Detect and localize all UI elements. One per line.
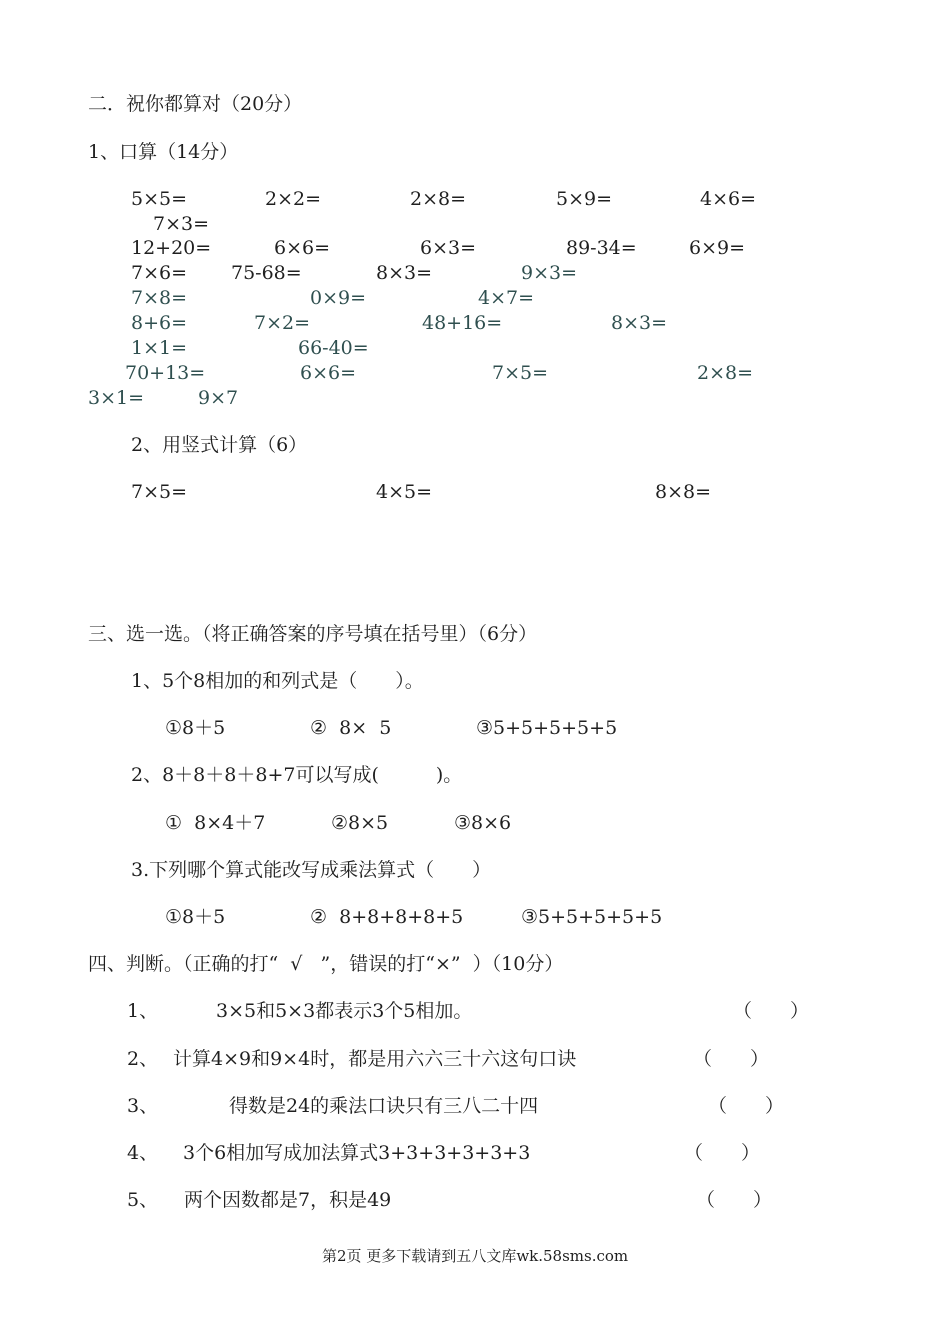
judge-item-text: 3个6相加写成加法算式3+3+3+3+3+3 bbox=[183, 1142, 531, 1164]
mental-math-item: 6×3= bbox=[420, 237, 477, 259]
mental-math-item: 48+16= bbox=[422, 312, 503, 334]
judge-item-text: 3×5和5×3都表示3个5相加。 bbox=[216, 1000, 473, 1022]
mental-math-item: 12+20= bbox=[131, 237, 212, 259]
judge-item-number: 3、 bbox=[127, 1095, 159, 1117]
mental-math-item: 6×6= bbox=[274, 237, 331, 259]
judge-item-number: 4、 bbox=[127, 1142, 159, 1164]
page-footer: 第2页 更多下载请到五八文库wk.58sms.com bbox=[322, 1247, 629, 1265]
judge-item-number: 1、 bbox=[127, 1000, 159, 1022]
choice-question: 1、5个8相加的和列式是（ ）。 bbox=[131, 670, 424, 692]
judge-item-text: 计算4×9和9×4时，都是用六六三十六这句口诀 bbox=[173, 1048, 577, 1070]
mental-math-item: 8+6= bbox=[131, 312, 188, 334]
choice-option: ③5+5+5+5+5 bbox=[521, 906, 663, 928]
mental-math-item: 7×3= bbox=[153, 213, 210, 235]
mental-math-item: 9×7 bbox=[198, 387, 239, 409]
mental-math-item: 9×3= bbox=[521, 262, 578, 284]
vertical-calc-item: 8×8= bbox=[655, 481, 712, 503]
mental-math-item: 7×5= bbox=[492, 362, 549, 384]
judge-item-blank: （ ） bbox=[733, 1000, 810, 1022]
section4-title: 四、判断。（正确的打“ √ ”，错误的打“×” ）（10分） bbox=[88, 953, 564, 975]
mental-math-item: 6×6= bbox=[300, 362, 357, 384]
choice-option: ②8×5 bbox=[331, 812, 389, 834]
judge-item-number: 2、 bbox=[127, 1048, 159, 1070]
choice-question: 3.下列哪个算式能改写成乘法算式（ ） bbox=[131, 859, 492, 881]
judge-item-text: 两个因数都是7，积是49 bbox=[184, 1189, 392, 1211]
mental-math-item: 1×1= bbox=[131, 337, 188, 359]
part1-title: 1、口算（14分） bbox=[88, 141, 239, 163]
judge-item-text: 得数是24的乘法口诀只有三八二十四 bbox=[229, 1095, 539, 1117]
mental-math-item: 8×3= bbox=[611, 312, 668, 334]
mental-math-item: 2×8= bbox=[697, 362, 754, 384]
judge-item-blank: （ ） bbox=[708, 1095, 785, 1117]
choice-option: ③8×6 bbox=[454, 812, 512, 834]
choice-option: ② 8+8+8+8+5 bbox=[310, 906, 464, 928]
judge-item-blank: （ ） bbox=[696, 1189, 773, 1211]
section3-title: 三、选一选。（将正确答案的序号填在括号里）（6分） bbox=[88, 623, 538, 645]
choice-option: ①8＋5 bbox=[165, 906, 226, 928]
mental-math-item: 5×5= bbox=[131, 188, 188, 210]
mental-math-item: 4×7= bbox=[478, 287, 535, 309]
mental-math-item: 7×8= bbox=[131, 287, 188, 309]
mental-math-item: 0×9= bbox=[310, 287, 367, 309]
mental-math-item: 5×9= bbox=[556, 188, 613, 210]
mental-math-item: 6×9= bbox=[689, 237, 746, 259]
mental-math-item: 70+13= bbox=[125, 362, 206, 384]
judge-item-blank: （ ） bbox=[684, 1142, 761, 1164]
part2-title: 2、用竖式计算（6） bbox=[131, 434, 308, 456]
mental-math-item: 7×2= bbox=[254, 312, 311, 334]
vertical-calc-item: 7×5= bbox=[131, 481, 188, 503]
choice-option: ② 8× 5 bbox=[310, 717, 392, 739]
mental-math-item: 2×2= bbox=[265, 188, 322, 210]
mental-math-item: 3×1= bbox=[88, 387, 145, 409]
vertical-calc-item: 4×5= bbox=[376, 481, 433, 503]
mental-math-item: 66-40= bbox=[298, 337, 369, 359]
choice-option: ③5+5+5+5+5 bbox=[476, 717, 618, 739]
mental-math-item: 89-34= bbox=[566, 237, 637, 259]
judge-item-number: 5、 bbox=[127, 1189, 159, 1211]
mental-math-item: 75-68= bbox=[231, 262, 302, 284]
choice-option: ①8＋5 bbox=[165, 717, 226, 739]
mental-math-item: 7×6= bbox=[131, 262, 188, 284]
choice-question: 2、8＋8＋8＋8+7可以写成( )。 bbox=[131, 764, 463, 786]
choice-option: ① 8×4＋7 bbox=[165, 812, 266, 834]
mental-math-item: 2×8= bbox=[410, 188, 467, 210]
section2-title: 二．祝你都算对（20分） bbox=[88, 93, 303, 115]
mental-math-item: 4×6= bbox=[700, 188, 757, 210]
mental-math-item: 8×3= bbox=[376, 262, 433, 284]
judge-item-blank: （ ） bbox=[693, 1048, 770, 1070]
